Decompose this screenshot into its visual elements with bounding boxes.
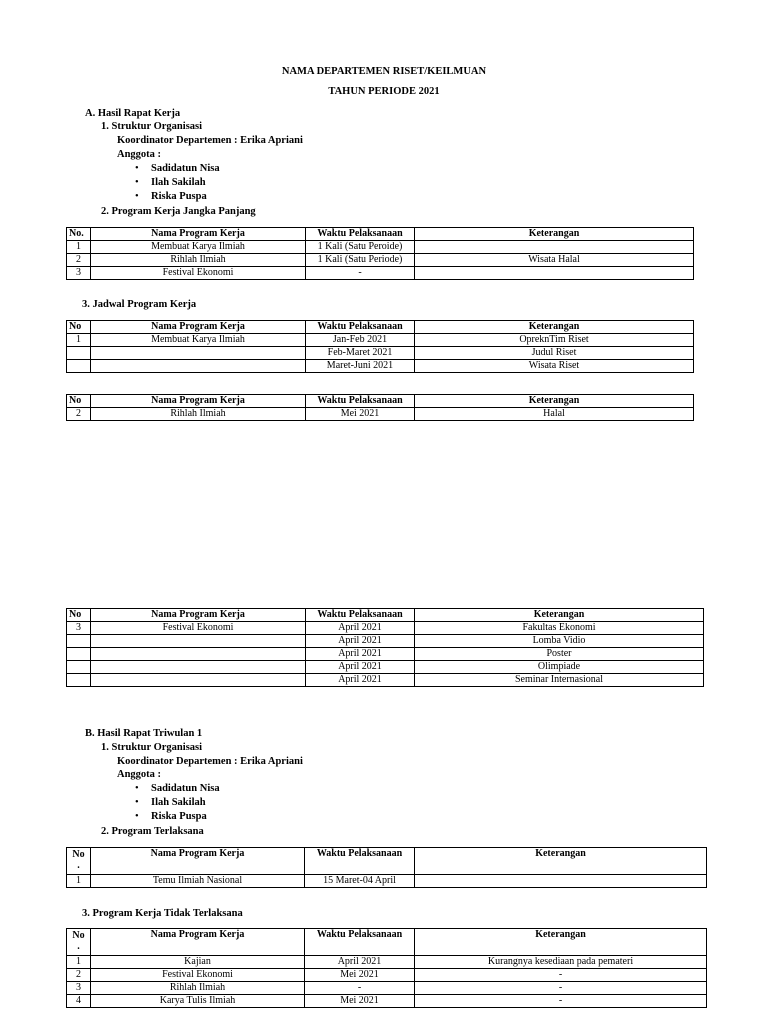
table-row — [67, 254, 694, 267]
cell-waktu: 1 Kali (Satu Peroide) — [306, 241, 415, 254]
table-row — [67, 622, 704, 635]
column-header-no: No — [67, 395, 91, 408]
column-header-keterangan: Keterangan — [415, 929, 707, 956]
cell-no — [67, 648, 91, 661]
column-header-waktu: Waktu Pelaksanaan — [305, 929, 415, 956]
column-header-no: No. — [67, 228, 91, 241]
cell-no: 1 — [67, 875, 91, 888]
cell-nama — [91, 347, 306, 360]
table-row — [67, 360, 694, 373]
program-terlaksana-heading: 2. Program Terlaksana — [101, 826, 204, 837]
cell-no: 1 — [67, 956, 91, 969]
column-header-nama: Nama Program Kerja — [91, 321, 306, 334]
cell-waktu: - — [306, 267, 415, 280]
column-header-no: No — [67, 321, 91, 334]
cell-nama: Festival Ekonomi — [91, 622, 306, 635]
column-header-waktu: Waktu Pelaksanaan — [306, 609, 415, 622]
cell-waktu: Mei 2021 — [305, 995, 415, 1008]
column-header-no — [67, 929, 91, 956]
column-header-waktu: Waktu Pelaksanaan — [305, 848, 415, 875]
cell-waktu: 15 Maret-04 April — [305, 875, 415, 888]
table-row — [67, 982, 707, 995]
table-header-row — [67, 395, 694, 408]
column-header-no: No — [67, 609, 91, 622]
table-row — [67, 267, 694, 280]
anggota-item-a: • Sadidatun Nisa — [151, 163, 220, 174]
cell-no — [67, 347, 91, 360]
anggota-label-a: Anggota : — [117, 149, 162, 160]
cell-nama: Festival Ekonomi — [91, 969, 305, 982]
table-row — [67, 674, 704, 687]
jadwal-program-kerja-heading: 3. Jadwal Program Kerja — [82, 299, 197, 310]
column-header-keterangan: Keterangan — [415, 228, 694, 241]
cell-nama — [91, 360, 306, 373]
cell-no: 1 — [67, 334, 91, 347]
column-header-waktu: Waktu Pelaksanaan — [306, 321, 415, 334]
struktur-organisasi-b: 1. Struktur Organisasi — [101, 742, 203, 753]
cell-keterangan — [415, 267, 694, 280]
cell-no: 3 — [67, 622, 91, 635]
table-row — [67, 241, 694, 254]
section-b-heading: B. Hasil Rapat Triwulan 1 — [85, 728, 203, 739]
jadwal-table-festival-ekonomi — [66, 608, 704, 687]
cell-waktu: April 2021 — [306, 674, 415, 687]
cell-nama: Membuat Karya Ilmiah — [91, 334, 306, 347]
cell-waktu: 1 Kali (Satu Periode) — [306, 254, 415, 267]
document-title: NAMA DEPARTEMEN RISET/KEILMUAN — [281, 66, 487, 77]
header-no-dot: . — [77, 860, 80, 871]
cell-no: 2 — [67, 254, 91, 267]
jadwal-table-karya-ilmiah — [66, 320, 694, 373]
column-header-waktu: Waktu Pelaksanaan — [306, 395, 415, 408]
anggota-item-a: • Ilah Sakilah — [151, 177, 206, 188]
cell-keterangan: Judul Riset — [415, 347, 694, 360]
column-header-waktu: Waktu Pelaksanaan — [306, 228, 415, 241]
cell-nama: Kajian — [91, 956, 305, 969]
cell-waktu: April 2021 — [306, 661, 415, 674]
struktur-organisasi-a: 1. Struktur Organisasi — [101, 121, 203, 132]
cell-no: 1 — [67, 241, 91, 254]
column-header-keterangan: Keterangan — [415, 609, 704, 622]
anggota-item-a: • Riska Puspa — [151, 191, 207, 202]
column-header-nama: Nama Program Kerja — [91, 848, 305, 875]
cell-nama: Temu Ilmiah Nasional — [91, 875, 305, 888]
cell-keterangan: - — [415, 995, 707, 1008]
cell-keterangan: Fakultas Ekonomi — [415, 622, 704, 635]
cell-no: 2 — [67, 408, 91, 421]
jadwal-table-rihlah-ilmiah — [66, 394, 694, 421]
cell-nama — [91, 648, 306, 661]
cell-keterangan: - — [415, 982, 707, 995]
column-header-nama: Nama Program Kerja — [91, 228, 306, 241]
cell-keterangan: OpreknTim Riset — [415, 334, 694, 347]
cell-no — [67, 674, 91, 687]
header-no-dot: . — [77, 941, 80, 952]
cell-waktu: Mei 2021 — [305, 969, 415, 982]
cell-nama: Membuat Karya Ilmiah — [91, 241, 306, 254]
cell-no: 3 — [67, 982, 91, 995]
cell-keterangan: Halal — [415, 408, 694, 421]
column-header-nama: Nama Program Kerja — [91, 395, 306, 408]
table-row — [67, 648, 704, 661]
table-row — [67, 661, 704, 674]
table-row — [67, 408, 694, 421]
section-a-heading: A. Hasil Rapat Kerja — [85, 108, 181, 119]
cell-waktu: Maret-Juni 2021 — [306, 360, 415, 373]
cell-waktu: - — [305, 982, 415, 995]
header-no-text: No — [72, 849, 85, 860]
cell-no: 2 — [67, 969, 91, 982]
column-header-keterangan: Keterangan — [415, 395, 694, 408]
column-header-keterangan: Keterangan — [415, 848, 707, 875]
cell-waktu: Mei 2021 — [306, 408, 415, 421]
anggota-item-b: • Ilah Sakilah — [151, 797, 206, 808]
table-row — [67, 995, 707, 1008]
column-header-nama: Nama Program Kerja — [91, 929, 305, 956]
column-header-nama: Nama Program Kerja — [91, 609, 306, 622]
column-header-no — [67, 848, 91, 875]
cell-no: 4 — [67, 995, 91, 1008]
cell-no: 3 — [67, 267, 91, 280]
table-header-row — [67, 929, 707, 956]
cell-keterangan: Olimpiade — [415, 661, 704, 674]
cell-keterangan — [415, 875, 707, 888]
cell-keterangan: Seminar Internasional — [415, 674, 704, 687]
proker-jangka-panjang-heading: 2. Program Kerja Jangka Panjang — [101, 206, 256, 217]
cell-keterangan — [415, 241, 694, 254]
cell-nama: Rihlah Ilmiah — [91, 254, 306, 267]
koordinator-b: Koordinator Departemen : Erika Apriani — [117, 756, 303, 767]
cell-waktu: Jan-Feb 2021 — [306, 334, 415, 347]
cell-keterangan: Lomba Vidio — [415, 635, 704, 648]
anggota-item-b: • Sadidatun Nisa — [151, 783, 220, 794]
cell-nama — [91, 661, 306, 674]
cell-nama: Rihlah Ilmiah — [91, 408, 306, 421]
cell-nama — [91, 635, 306, 648]
cell-no — [67, 635, 91, 648]
document-period: TAHUN PERIODE 2021 — [328, 86, 440, 97]
table-row — [67, 875, 707, 888]
cell-no — [67, 661, 91, 674]
table-header-row — [67, 848, 707, 875]
cell-keterangan: Poster — [415, 648, 704, 661]
cell-keterangan: Kurangnya kesediaan pada pemateri — [415, 956, 707, 969]
anggota-label-b: Anggota : — [117, 769, 162, 780]
cell-waktu: April 2021 — [306, 648, 415, 661]
cell-waktu: Feb-Maret 2021 — [306, 347, 415, 360]
koordinator-a: Koordinator Departemen : Erika Apriani — [117, 135, 303, 146]
cell-no — [67, 360, 91, 373]
table-header-row — [67, 321, 694, 334]
cell-waktu: April 2021 — [306, 635, 415, 648]
table-header-row — [67, 228, 694, 241]
cell-keterangan: - — [415, 969, 707, 982]
table-row — [67, 347, 694, 360]
program-tidak-terlaksana-heading: 3. Program Kerja Tidak Terlaksana — [82, 908, 243, 919]
cell-nama — [91, 674, 306, 687]
cell-keterangan: Wisata Riset — [415, 360, 694, 373]
cell-nama: Karya Tulis Ilmiah — [91, 995, 305, 1008]
proker-jangka-panjang-table — [66, 227, 694, 280]
cell-nama: Festival Ekonomi — [91, 267, 306, 280]
cell-waktu: April 2021 — [306, 622, 415, 635]
anggota-item-b: • Riska Puspa — [151, 811, 207, 822]
table-row — [67, 334, 694, 347]
cell-waktu: April 2021 — [305, 956, 415, 969]
program-tidak-terlaksana-table — [66, 928, 707, 1008]
cell-nama: Rihlah Ilmiah — [91, 982, 305, 995]
program-terlaksana-table — [66, 847, 707, 888]
table-row — [67, 635, 704, 648]
column-header-keterangan: Keterangan — [415, 321, 694, 334]
table-row — [67, 956, 707, 969]
header-no-text: No — [72, 930, 85, 941]
cell-keterangan: Wisata Halal — [415, 254, 694, 267]
table-row — [67, 969, 707, 982]
table-header-row — [67, 609, 704, 622]
